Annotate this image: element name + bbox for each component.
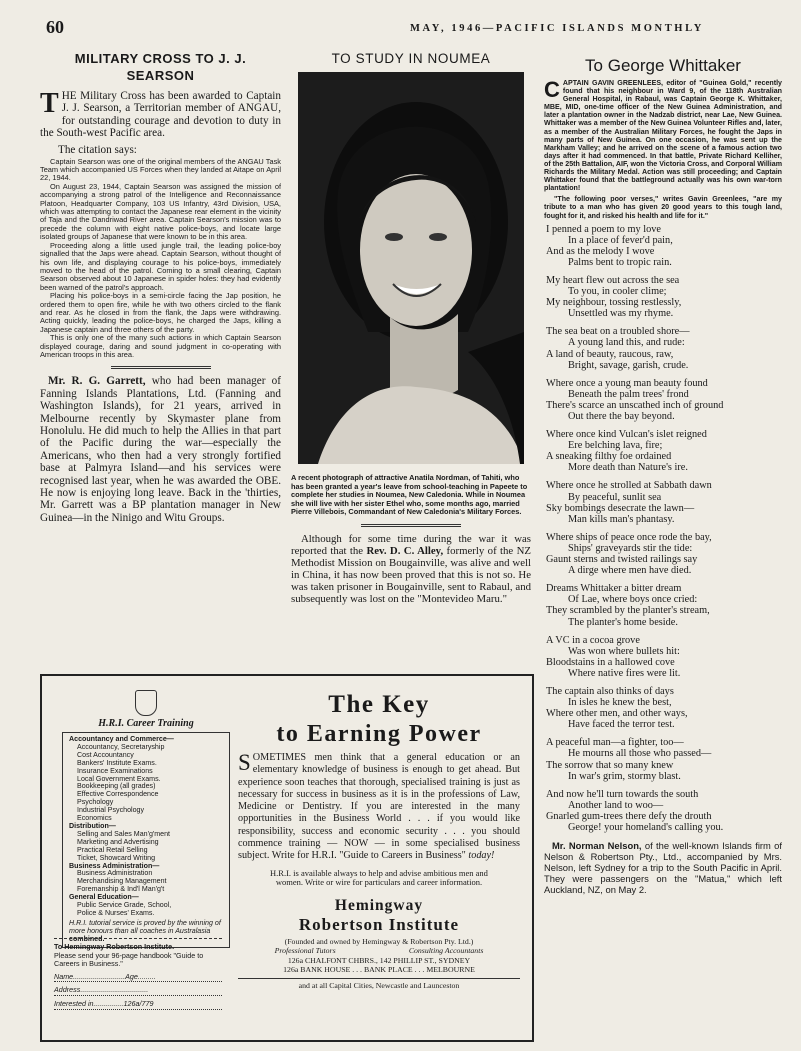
career-item: Industrial Psychology <box>77 806 145 815</box>
poem-line: The captain also thinks of days <box>546 685 674 697</box>
career-item: Psychology <box>77 798 114 807</box>
poem-line: By peaceful, sunlit sea <box>568 491 662 503</box>
divider-rule <box>361 524 461 527</box>
garrett-paragraph <box>40 375 281 524</box>
alley-name: Rev. D. C. Alley, <box>366 544 444 557</box>
poem-line: Where other men, and other ways, <box>546 708 688 720</box>
poem-line: In war's grim, stormy blast. <box>568 770 681 782</box>
coupon[interactable] <box>54 938 222 1010</box>
drop-cap: C <box>544 77 560 102</box>
career-group-heading: General Education— <box>69 893 139 902</box>
poem-line: Sky bombings desecrate the lawn— <box>546 502 695 514</box>
poem-stanza <box>546 686 782 730</box>
poem-line: The sea beat on a troubled shore— <box>546 326 690 338</box>
career-item: Public Service Grade, School, <box>77 901 172 910</box>
drop-cap: T <box>40 88 59 119</box>
nelson-name: Mr. Norman Nelson, <box>552 840 642 852</box>
photo-caption: A recent photograph of attractive Anatila Nordman, of Tahiti, who has been granted a year's leave from school-teaching in Papeete to complete her studies in Noumea, New Caledonia. While in Noumea she will live with her sister Ethel who, some months ago, married Pierre Villebois, Commandant of New Caledonia's Military Forces. <box>291 473 528 517</box>
running-head: MAY, 1946—PACIFIC ISLANDS MONTHLY <box>410 23 704 34</box>
poem-line: The sorrow that so many knew <box>546 759 674 771</box>
poem-line: A VC in a cocoa grove <box>546 634 640 646</box>
poem-line: Palms bent to tropic rain. <box>568 256 672 268</box>
poem-line: Gnarled gum-trees there defy the drouth <box>546 810 712 822</box>
poem-line: Beneath the palm trees' frond <box>568 388 689 400</box>
poem-line: A dirge where men have died. <box>568 565 692 577</box>
tutors-label: Professional Tutors <box>274 946 336 956</box>
coupon-address-field[interactable]: Address.................................. <box>54 986 222 996</box>
page-number: 60 <box>46 17 64 37</box>
citation-heading: The citation says: <box>58 143 137 156</box>
coupon-to: To Hemingway Robertson Institute. <box>54 942 175 951</box>
poem-stanza <box>546 789 782 833</box>
portrait-illustration <box>298 72 524 464</box>
poem-line: Ere belching lava, fire; <box>568 440 663 452</box>
career-item: Business Administration <box>77 869 153 878</box>
founded-line: (Founded and owned by Hemingway & Robertson Pty. Ltd.) <box>284 936 474 946</box>
poem <box>546 224 782 834</box>
career-item: Cost Accountancy <box>77 750 134 759</box>
poem-stanza <box>546 737 782 781</box>
poem-line: A land of beauty, raucous, raw, <box>546 348 674 360</box>
poem-stanza <box>546 326 782 370</box>
alley-text-a: Although for some time during the war it was reported that the <box>291 532 531 557</box>
career-item: Local Government Exams. <box>77 774 161 783</box>
ad-main-panel <box>238 690 520 990</box>
poem-line: A young land this, and rude: <box>568 337 685 349</box>
career-list <box>62 732 230 948</box>
poem-line: Was won where bullets hit: <box>568 645 680 657</box>
poem-line: Dreams Whittaker a bitter dream <box>546 583 682 595</box>
career-item: Insurance Examinations <box>77 766 153 775</box>
poem-line: Unsettled was my rhyme. <box>568 308 674 320</box>
career-item: Bankers' Institute Exams. <box>77 758 157 767</box>
career-item: Bookkeeping (all grades) <box>77 782 156 791</box>
crest-icon <box>135 690 157 716</box>
ad-body <box>238 752 520 863</box>
poem-stanza <box>546 583 782 627</box>
poem-line: My heart flew out across the sea <box>546 274 680 286</box>
career-item: Practical Retail Selling <box>77 845 148 854</box>
ad-note: H.R.I. is available always to help and advise ambitious men and women. Write or wire for particulars and career information. <box>270 867 488 888</box>
career-training-title: H.R.I. Career Training <box>98 718 194 729</box>
tutors-line <box>238 946 520 955</box>
column-left <box>40 50 281 528</box>
citation-paragraph: On August 23, 1944, Captain Searson was assigned the mission of accompanying a strong patrol of the Intelligence and Reconnaissance Platoon, Headquarter Company, 103 US Infantry, 43rd Division, USA, which was attempting to contact the Japanese rear element in the vicinity of Taja and the Dandriwad River area. Captain Searson's mission was to precede the column with eight native police-boys, and locate large isolated groups of Japanese that were known to be in this area. <box>40 181 281 242</box>
divider-rule <box>111 366 211 369</box>
career-note-bold: combined. <box>69 934 105 943</box>
institute-name-1: Hemingway <box>334 896 424 914</box>
intro-text: APTAIN GAVIN GREENLEES, editor of "Guinea Gold," recently found that his neighbour in Ward 9, of the 118th Australian General Hospital, in Rabaul, was Captain George K. Whittaker, MBE, MID, one-time officer of the New Guinea Administration, and later a plantation owner in the Nadzab district, near Lae, New Guinea. Whittaker was a member of the New Guinea Volunteer Rifles and, later, as a member of the Australian Military Forces, he fought the Japs in many parts of New Guinea. On one occasion, he was sent up the Markham Valley; and he arrived on the scene of a famous action two days after it had commenced. In that battle, Private Richard Kelliher, of the 25th Battalion, AIF, won the Victoria Cross, and Corporal William Richards the Military Medal. Action was still proceeding; and Captain Whittaker found that the battleground actually was his own war-torn plantation! <box>544 79 782 193</box>
article-title-military-cross: MILITARY CROSS TO J. J. SEARSON <box>74 51 247 83</box>
citation-paragraph: Placing his police-boys in a semi-circle facing the Jap position, he ordered them to open fire, while he with two others circled to the flank and rear. As he closed in from the flank, the Japs were withdrawing. Acting quickly, leading the police-boys, he charged the Japs, killing a Japanese captain and three others of the party. <box>40 291 281 334</box>
lead-text: HE Military Cross has been awarded to Captain J. J. Searson, a Territorian member of ANGAU, for outstanding courage and devotion to duty in the South-west Pacific area. <box>40 90 281 140</box>
career-item: Merchandising Management <box>77 877 167 886</box>
career-note-text: H.R.I. tutorial service is proved by the winning of more honours than all coaches in Australasia <box>69 918 221 935</box>
article-title-noumea: TO STUDY IN NOUMEA <box>331 51 491 66</box>
career-training-panel <box>62 690 230 948</box>
poem-line: Bloodstains in a hallowed cove <box>546 656 675 668</box>
career-item: Ticket, Showcard Writing <box>77 853 156 862</box>
ad-body-text: OMETIMES men think that a general education or an elementary knowledge of business is enough to get ahead. But experience soon teaches that thorough, specialised training is just as necessary for success in business as it is in the professions of Law, Medicine or Dentistry. If you are interested in the many opportunities in the Business World . . . if you would like responsibility, success and economic security . . . you should commence training — NOW — in some specialised business subject. Write for H.R.I. "Guide to Careers in Business" <box>238 752 520 862</box>
career-item: Police & Nurses' Exams. <box>77 908 155 917</box>
intro-paragraph <box>544 79 782 192</box>
poem-line: And now he'll turn towards the south <box>546 788 699 800</box>
poem-stanza <box>546 532 782 576</box>
poem-line: My neighbour, tossing restlessly, <box>546 297 682 309</box>
poem-stanza <box>546 275 782 319</box>
citation-body <box>40 158 281 360</box>
poem-line: Have faced the terror test. <box>568 719 675 731</box>
column-middle <box>291 50 531 609</box>
poem-stanza <box>546 480 782 524</box>
ad-body-end: today! <box>468 850 495 862</box>
citation-paragraph: Proceeding along a little used jungle trail, the leading police-boy signalled that the Japs were ahead. Captain Searson, without thought of his own life, and displaying courage to his police-boys, immediately moved to the head of the patrol. Coming to a small clearing, Captain Searson observed about 10 Japanese in spider holes: they had evidently been warned of the patrol's approach. <box>40 240 281 292</box>
poem-line: In isles he knew the best, <box>568 697 672 709</box>
poem-line: George! your homeland's calling you. <box>568 822 724 833</box>
career-group-heading: Distribution— <box>69 821 116 830</box>
alley-text-b: formerly of the NZ Methodist Mission on Bougainville, was alive and well in China, it has now been proved that this is not so. He was taken prisoner in Bougainville, sent to Rabaul, and subsequently was lost on the "Montevideo Maru." <box>291 544 531 605</box>
alley-paragraph <box>291 533 531 605</box>
poem-line: Ships' graveyards stir the tide: <box>568 542 693 554</box>
garrett-text: who had been manager of Fanning Islands Plantations, Ltd. (Fanning and Washington Islands), for 21 years, arrived in Melbourne recently by Skymaster plane from Honolulu. He did much to help the Allies in that part of the Pacific during the war—especially the Americans, who then had a very strongly fortified base at Palmyra Island—and his services were recognised last year, when he was awarded the OBE. He now is enjoying long leave. Back in the 'thirties, Mr. Garrett was a BP plantation manager in New Guinea—in the Ninigo and Witu Groups. <box>40 375 281 524</box>
poem-line: To you, in cooler clime; <box>568 286 667 298</box>
poem-line: Bright, savage, garish, crude. <box>568 359 689 371</box>
poem-line: The planter's home beside. <box>568 616 678 628</box>
career-item: Effective Correspondence <box>77 790 159 799</box>
career-item: Marketing and Advertising <box>77 837 159 846</box>
career-item: Selling and Sales Man'g'ment <box>77 829 171 838</box>
citation-paragraph: Captain Searson was one of the original members of the ANGAU Task Team which accompanied US Forces when they landed at Aitape on April 22, 1944. <box>40 156 281 183</box>
career-item: Foremanship & Ind'l Man'g't <box>77 885 165 894</box>
coupon-name-field[interactable]: Name..........................Age......... <box>54 973 222 983</box>
poem-line: I penned a poem to my love <box>546 223 661 235</box>
poem-line: Where native fires were lit. <box>568 667 681 679</box>
career-group-heading: Accountancy and Commerce— <box>69 735 174 743</box>
poem-stanza <box>546 378 782 422</box>
address-line-2: 126a BANK HOUSE . . . BANK PLACE . . . MELBOURNE <box>283 965 475 975</box>
career-group-heading: Business Administration— <box>69 861 160 870</box>
institute-name-2: Robertson Institute <box>298 914 460 934</box>
article-title-whittaker: To George Whittaker <box>585 56 741 75</box>
poem-line: A peaceful man—a fighter, too— <box>546 737 684 749</box>
address-line-1: 126a CHALFONT CHBRS., 142 PHILLIP ST., SYDNEY <box>287 955 471 965</box>
poem-stanza <box>546 635 782 679</box>
ad-headline-2: to Earning Power <box>276 721 482 747</box>
accountants-label: Consulting Accountants <box>408 946 484 956</box>
poem-line: And as the melody I wove <box>546 245 655 257</box>
poem-line: They scrambled by the planter's stream, <box>546 605 710 617</box>
poem-line: Gaunt sterns and twisted railings say <box>546 554 698 566</box>
poem-stanza <box>546 429 782 473</box>
poem-line: He mourns all those who passed— <box>568 748 712 760</box>
poem-stanza <box>546 224 782 268</box>
poem-line: Where ships of peace once rode the bay, <box>546 531 712 543</box>
address-line-3: and at all Capital Cities, Newcastle and Launceston <box>238 978 520 991</box>
intro-paragraph-2: "The following poor verses," writes Gavin Greenlees, "are my tribute to a man who has given 20 good years to this tough land, fought for it, and risked his health and life for it." <box>544 195 782 220</box>
poem-line: Where once a young man beauty found <box>546 377 708 389</box>
hri-advertisement <box>40 674 534 1042</box>
poem-line: Man kills man's phantasy. <box>568 513 675 525</box>
poem-line: In a place of fever'd pain, <box>568 234 673 246</box>
poem-line: More death than Nature's ire. <box>568 462 688 474</box>
poem-line: Where once he strolled at Sabbath dawn <box>546 480 712 492</box>
poem-line: A sneaking filthy foe ordained <box>546 451 672 463</box>
poem-line: Of Lae, where boys once cried: <box>568 594 698 606</box>
coupon-interest-field[interactable]: Interested in...............126a/779 <box>54 1000 222 1010</box>
whittaker-intro <box>544 79 782 220</box>
poem-line: Another land to woo— <box>568 799 664 811</box>
garrett-name: Mr. R. G. Garrett, <box>48 375 146 388</box>
citation-paragraph: This is only one of the many such actions in which Captain Searson displayed courage, daring and sound judgment in co-operating with American troops in this area. <box>40 333 281 359</box>
ad-headline-1: The Key <box>328 691 430 718</box>
nelson-paragraph <box>544 840 782 895</box>
poem-line: Out there the bay beyond. <box>568 411 675 422</box>
career-item: Accountancy, Secretaryship <box>77 742 165 751</box>
coupon-text: Please send your 96-page handbook "Guide to Careers in Business." <box>54 950 204 969</box>
poem-line: Where once kind Vulcan's islet reigned <box>546 429 707 441</box>
ad-drop-cap: S <box>238 750 251 775</box>
career-item: Economics <box>77 814 112 823</box>
nelson-text: of the well-known Islands firm of Nelson & Robertson Pty., Ltd., accompanied by Mrs. Nelson, left Sydney for a trip to the South Pacific in April. They were passengers on the "Matua," which left Auckland, NZ, on May 2. <box>544 840 782 896</box>
poem-line: There's scarce an unscathed inch of ground <box>546 399 724 411</box>
column-right <box>544 56 782 895</box>
lead-paragraph <box>40 90 281 140</box>
portrait-photo <box>298 72 524 464</box>
